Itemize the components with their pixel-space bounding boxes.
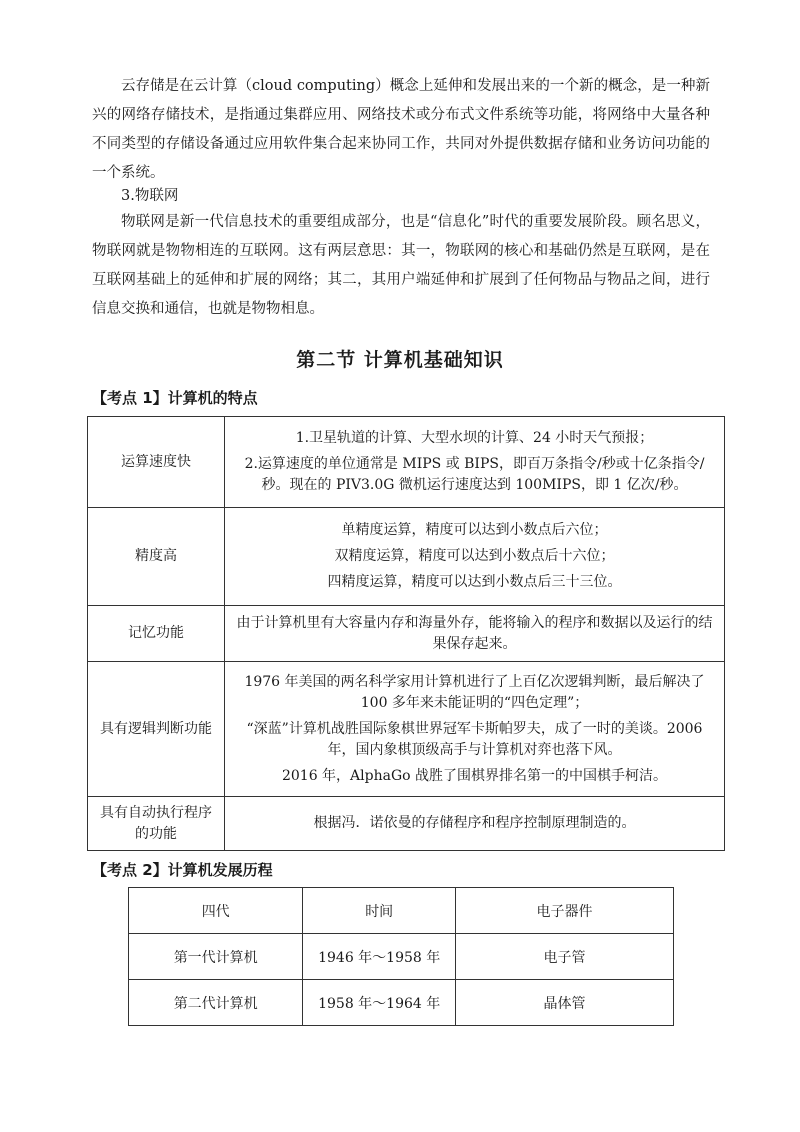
feature-content <box>225 662 725 797</box>
kaodian-1-title: 【考点 1】计算机的特点 <box>92 389 258 407</box>
feature-label: 具有自动执行程序的功能 <box>88 797 225 851</box>
computer-history-table <box>128 887 674 1026</box>
table-cell: 晶体管 <box>455 980 673 1026</box>
kaodian-2-title: 【考点 2】计算机发展历程 <box>92 861 273 879</box>
table-cell: 1946 年～1958 年 <box>303 934 456 980</box>
table-row <box>88 508 725 606</box>
table-row <box>88 606 725 662</box>
feature-line: 2.运算速度的单位通常是 MIPS 或 BIPS，即百万条指令/秒或十亿条指令/秒。现在的 PIV3.0G 微机运行速度达到 100MIPS，即 1 亿次/秒。 <box>244 456 705 493</box>
table-row <box>129 980 674 1026</box>
feature-content <box>225 797 725 851</box>
feature-line: 由于计算机里有大容量内存和海量外存，能将输入的程序和数据以及运行的结果保存起来。 <box>236 614 713 652</box>
feature-line: 1.卫星轨道的计算、大型水坝的计算、24 小时天气预报； <box>295 430 654 446</box>
column-header: 电子器件 <box>455 888 673 934</box>
table-cell: 第二代计算机 <box>129 980 303 1026</box>
column-header: 四代 <box>129 888 303 934</box>
table-header-row <box>129 888 674 934</box>
heading-iot: 3.物联网 <box>121 188 179 204</box>
feature-line: 单精度运算，精度可以达到小数点后六位； <box>341 522 608 538</box>
computer-features-table <box>87 416 725 851</box>
feature-content <box>225 508 725 606</box>
feature-line: 四精度运算，精度可以达到小数点后三十三位。 <box>327 574 622 590</box>
feature-label: 运算速度快 <box>88 417 225 508</box>
feature-line: 1976 年美国的两名科学家用计算机进行了上百亿次逻辑判断，最后解决了 100 多年来未能证明的“四色定理”； <box>244 673 705 711</box>
feature-line: 双精度运算，精度可以达到小数点后十六位； <box>334 548 615 564</box>
feature-line: 根据冯．诺依曼的存储程序和程序控制原理制造的。 <box>313 815 636 831</box>
feature-label: 记忆功能 <box>88 606 225 662</box>
table-row <box>88 662 725 797</box>
table-row <box>88 417 725 508</box>
feature-content <box>225 606 725 662</box>
feature-label: 精度高 <box>88 508 225 606</box>
paragraph-iot: 物联网是新一代信息技术的重要组成部分，也是“信息化”时代的重要发展阶段。顾名思义，物联网就是物物相连的互联网。这有两层意思：其一，物联网的核心和基础仍然是互联网，是在互联网基础上的延伸和扩展的网络；其二，其用户端延伸和扩展到了任何物品与物品之间，进行信息交换和通信，也就是物物相息。 <box>92 214 710 317</box>
paragraph-cloud-storage: 云存储是在云计算（cloud computing）概念上延伸和发展出来的一个新的概念，是一种新兴的网络存储技术，是指通过集群应用、网络技术或分布式文件系统等功能，将网络中大量各种不同类型的存储设备通过应用软件集合起来协同工作，共同对外提供数据存储和业务访问功能的一个系统。 <box>92 78 710 181</box>
column-header: 时间 <box>303 888 456 934</box>
feature-label: 具有逻辑判断功能 <box>88 662 225 797</box>
feature-line: 2016 年，AlphaGo 战胜了围棋界排名第一的中国棋手柯洁。 <box>281 767 668 784</box>
feature-content <box>225 417 725 508</box>
table-cell: 第一代计算机 <box>129 934 303 980</box>
table-row <box>129 934 674 980</box>
table-cell: 1958 年～1964 年 <box>303 980 456 1026</box>
feature-line: “深蓝”计算机战胜国际象棋世界冠军卡斯帕罗夫，成了一时的美谈。2006 年，国内象棋顶级高手与计算机对弈也落下风。 <box>246 720 703 758</box>
table-cell: 电子管 <box>455 934 673 980</box>
section-title: 第二节 计算机基础知识 <box>296 349 504 371</box>
table-row <box>88 797 725 851</box>
